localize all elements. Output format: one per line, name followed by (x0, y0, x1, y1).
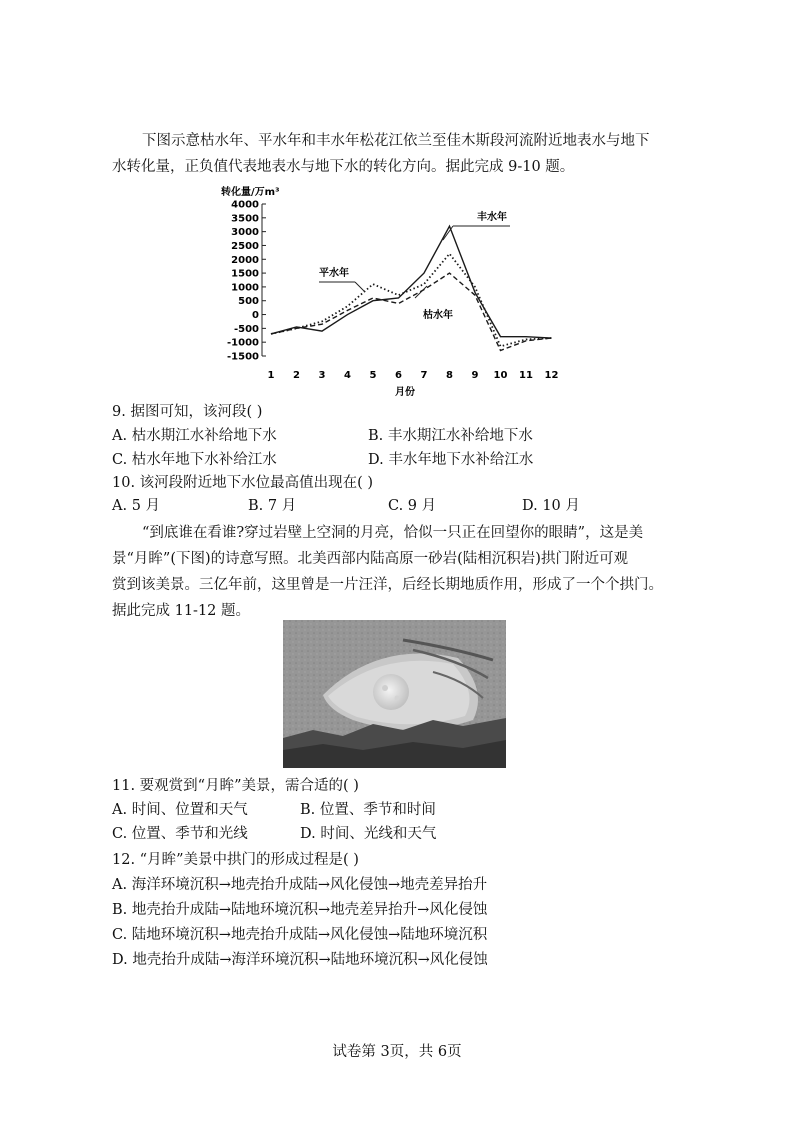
intro-paragraph-1 (112, 128, 650, 180)
legend-label-feng: 丰水年 (477, 212, 507, 223)
q9-option-c[interactable]: C. 枯水年地下水补给江水 (112, 452, 277, 468)
y-tick-label: -1000 (227, 337, 259, 349)
x-tick-label: 7 (420, 370, 428, 381)
q12-option-b[interactable]: B. 地壳抬升成陆→陆地环境沉积→地壳差异抬升→风化侵蚀 (112, 902, 488, 918)
q9-option-b[interactable]: B. 丰水期江水补给地下水 (368, 428, 533, 444)
y-tick-label: 0 (252, 310, 259, 322)
x-tick-label: 2 (293, 370, 300, 381)
x-tick-label: 10 (493, 370, 508, 381)
y-tick-label: 1000 (231, 282, 259, 294)
legend-pointer-ku (415, 286, 427, 298)
x-tick-label: 4 (344, 370, 351, 381)
legend-label-ku: 枯水年 (423, 310, 453, 321)
q11-option-b[interactable]: B. 位置、季节和时间 (300, 802, 436, 818)
series-line-feng (271, 226, 552, 338)
page-footer: 试卷第 3页，共 6页 (332, 1044, 462, 1060)
q12-stem: 12. “月眸”美景中拱门的形成过程是( ) (112, 852, 359, 868)
y-tick-label: 3500 (231, 213, 259, 225)
q9-option-a[interactable]: A. 枯水期江水补给地下水 (112, 428, 277, 444)
x-tick-label: 5 (369, 370, 377, 381)
q11-option-d[interactable]: D. 时间、光线和天气 (300, 826, 437, 842)
intro1-line1: 下图示意枯水年、平水年和丰水年松花江依兰至佳木斯段河流附近地表水与地下 (142, 133, 650, 149)
y-tick-label: -500 (233, 323, 259, 335)
x-tick-label: 1 (267, 370, 275, 381)
x-tick-label: 11 (519, 370, 533, 381)
y-tick-label: 1500 (231, 268, 259, 280)
x-tick-label: 12 (544, 370, 559, 381)
q10-option-c[interactable]: C. 9 月 (388, 498, 437, 514)
q10-option-a[interactable]: A. 5 月 (112, 498, 161, 514)
y-tick-label: 2000 (231, 254, 259, 266)
intro2-line2: 景“月眸”(下图)的诗意写照。北美西部内陆高原一砂岩(陆相沉积岩)拱门附近可观 (112, 551, 628, 567)
y-tick-label: 4000 (231, 199, 259, 211)
q9-option-d[interactable]: D. 丰水年地下水补给江水 (368, 452, 534, 468)
legend-pointer-ping (355, 282, 365, 292)
q10-stem: 10. 该河段附近地下水位最高值出现在( ) (112, 475, 374, 491)
x-tick-label: 8 (446, 370, 453, 381)
y-axis-label: 转化量/万m³ (221, 187, 280, 198)
x-tick-label: 6 (395, 370, 402, 381)
moon-arch-photo (283, 620, 506, 768)
intro2-line1: “到底谁在看谁?穿过岩壁上空洞的月亮，恰似一只正在回望你的眼睛”，这是美 (142, 525, 644, 541)
q10-option-b[interactable]: B. 7 月 (248, 498, 297, 514)
series-line-ping (271, 254, 552, 347)
q12-option-c[interactable]: C. 陆地环境沉积→地壳抬升成陆→风化侵蚀→陆地环境沉积 (112, 927, 488, 943)
intro2-line3: 赏到该美景。三亿年前，这里曾是一片汪洋，后经长期地质作用，形成了一个个拱门。 (112, 577, 663, 593)
y-tick-label: 2500 (231, 240, 259, 252)
x-tick-label: 3 (318, 370, 326, 381)
y-tick-label: 500 (238, 296, 259, 308)
groundwater-conversion-chart (215, 182, 575, 402)
intro-paragraph-2 (112, 520, 663, 624)
x-axis-label: 月份 (395, 387, 415, 398)
q12-option-d[interactable]: D. 地壳抬升成陆→海洋环境沉积→陆地环境沉积→风化侵蚀 (112, 952, 488, 968)
intro2-line4: 据此完成 11-12 题。 (112, 603, 251, 619)
q10-option-d[interactable]: D. 10 月 (522, 498, 580, 514)
q11-option-c[interactable]: C. 位置、季节和光线 (112, 826, 248, 842)
y-tick-label: 3000 (231, 227, 259, 239)
q12-option-a[interactable]: A. 海洋环境沉积→地壳抬升成陆→风化侵蚀→地壳差异抬升 (112, 877, 488, 893)
q11-option-a[interactable]: A. 时间、位置和天气 (112, 802, 248, 818)
x-tick-label: 9 (471, 370, 479, 381)
q9-stem: 9. 据图可知，该河段( ) (112, 404, 263, 420)
intro1-line2: 水转化量，正负值代表地表水与地下水的转化方向。据此完成 9-10 题。 (112, 159, 575, 175)
legend-label-ping: 平水年 (319, 268, 349, 279)
y-tick-label: -1500 (227, 351, 259, 363)
q11-stem: 11. 要观赏到“月眸”美景，需合适的( ) (112, 778, 359, 794)
